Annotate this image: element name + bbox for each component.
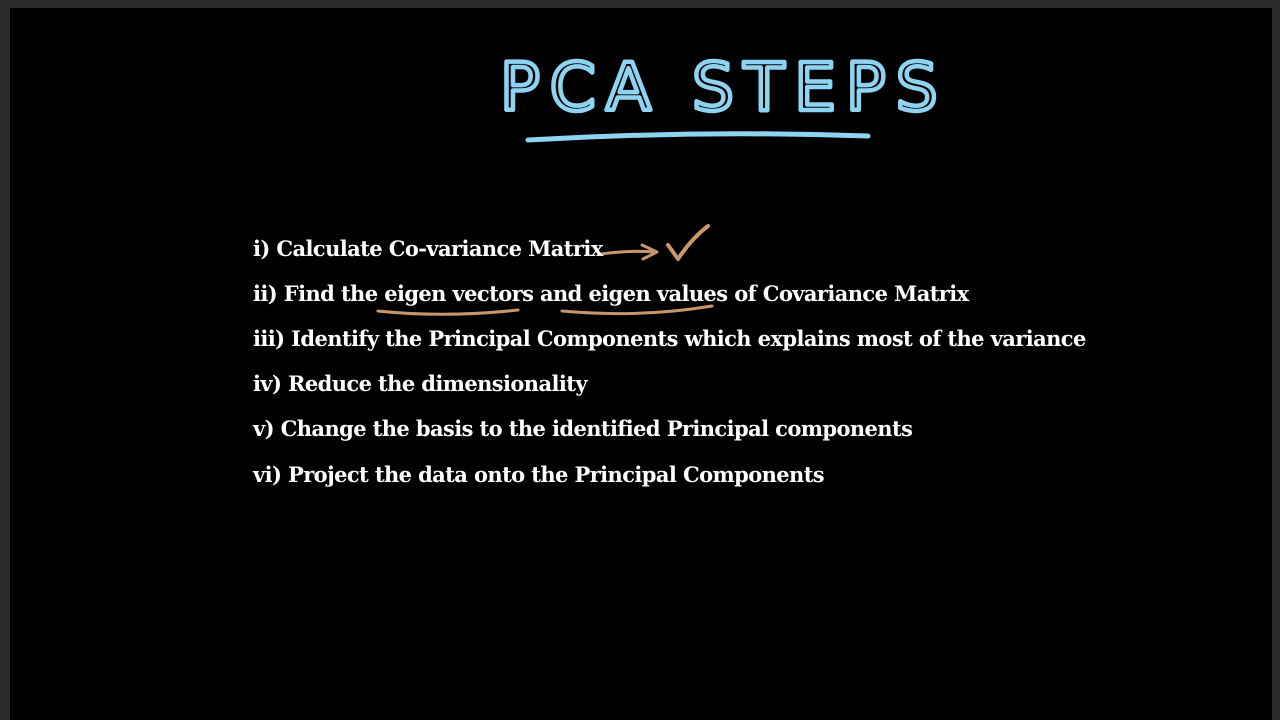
step-4: iv) Reduce the dimensionality xyxy=(253,371,587,396)
step-3: iii) Identify the Principal Components which explains most of the variance xyxy=(253,326,1086,351)
slide-title: PCA STEPS xyxy=(500,49,948,126)
step-1: i) Calculate Co-variance Matrix xyxy=(253,236,603,261)
whiteboard-canvas xyxy=(10,8,1272,720)
step-5: v) Change the basis to the identified Principal components xyxy=(253,416,913,441)
step-2: ii) Find the eigen vectors and eigen values of Covariance Matrix xyxy=(253,281,969,306)
step-6: vi) Project the data onto the Principal Components xyxy=(253,462,825,487)
